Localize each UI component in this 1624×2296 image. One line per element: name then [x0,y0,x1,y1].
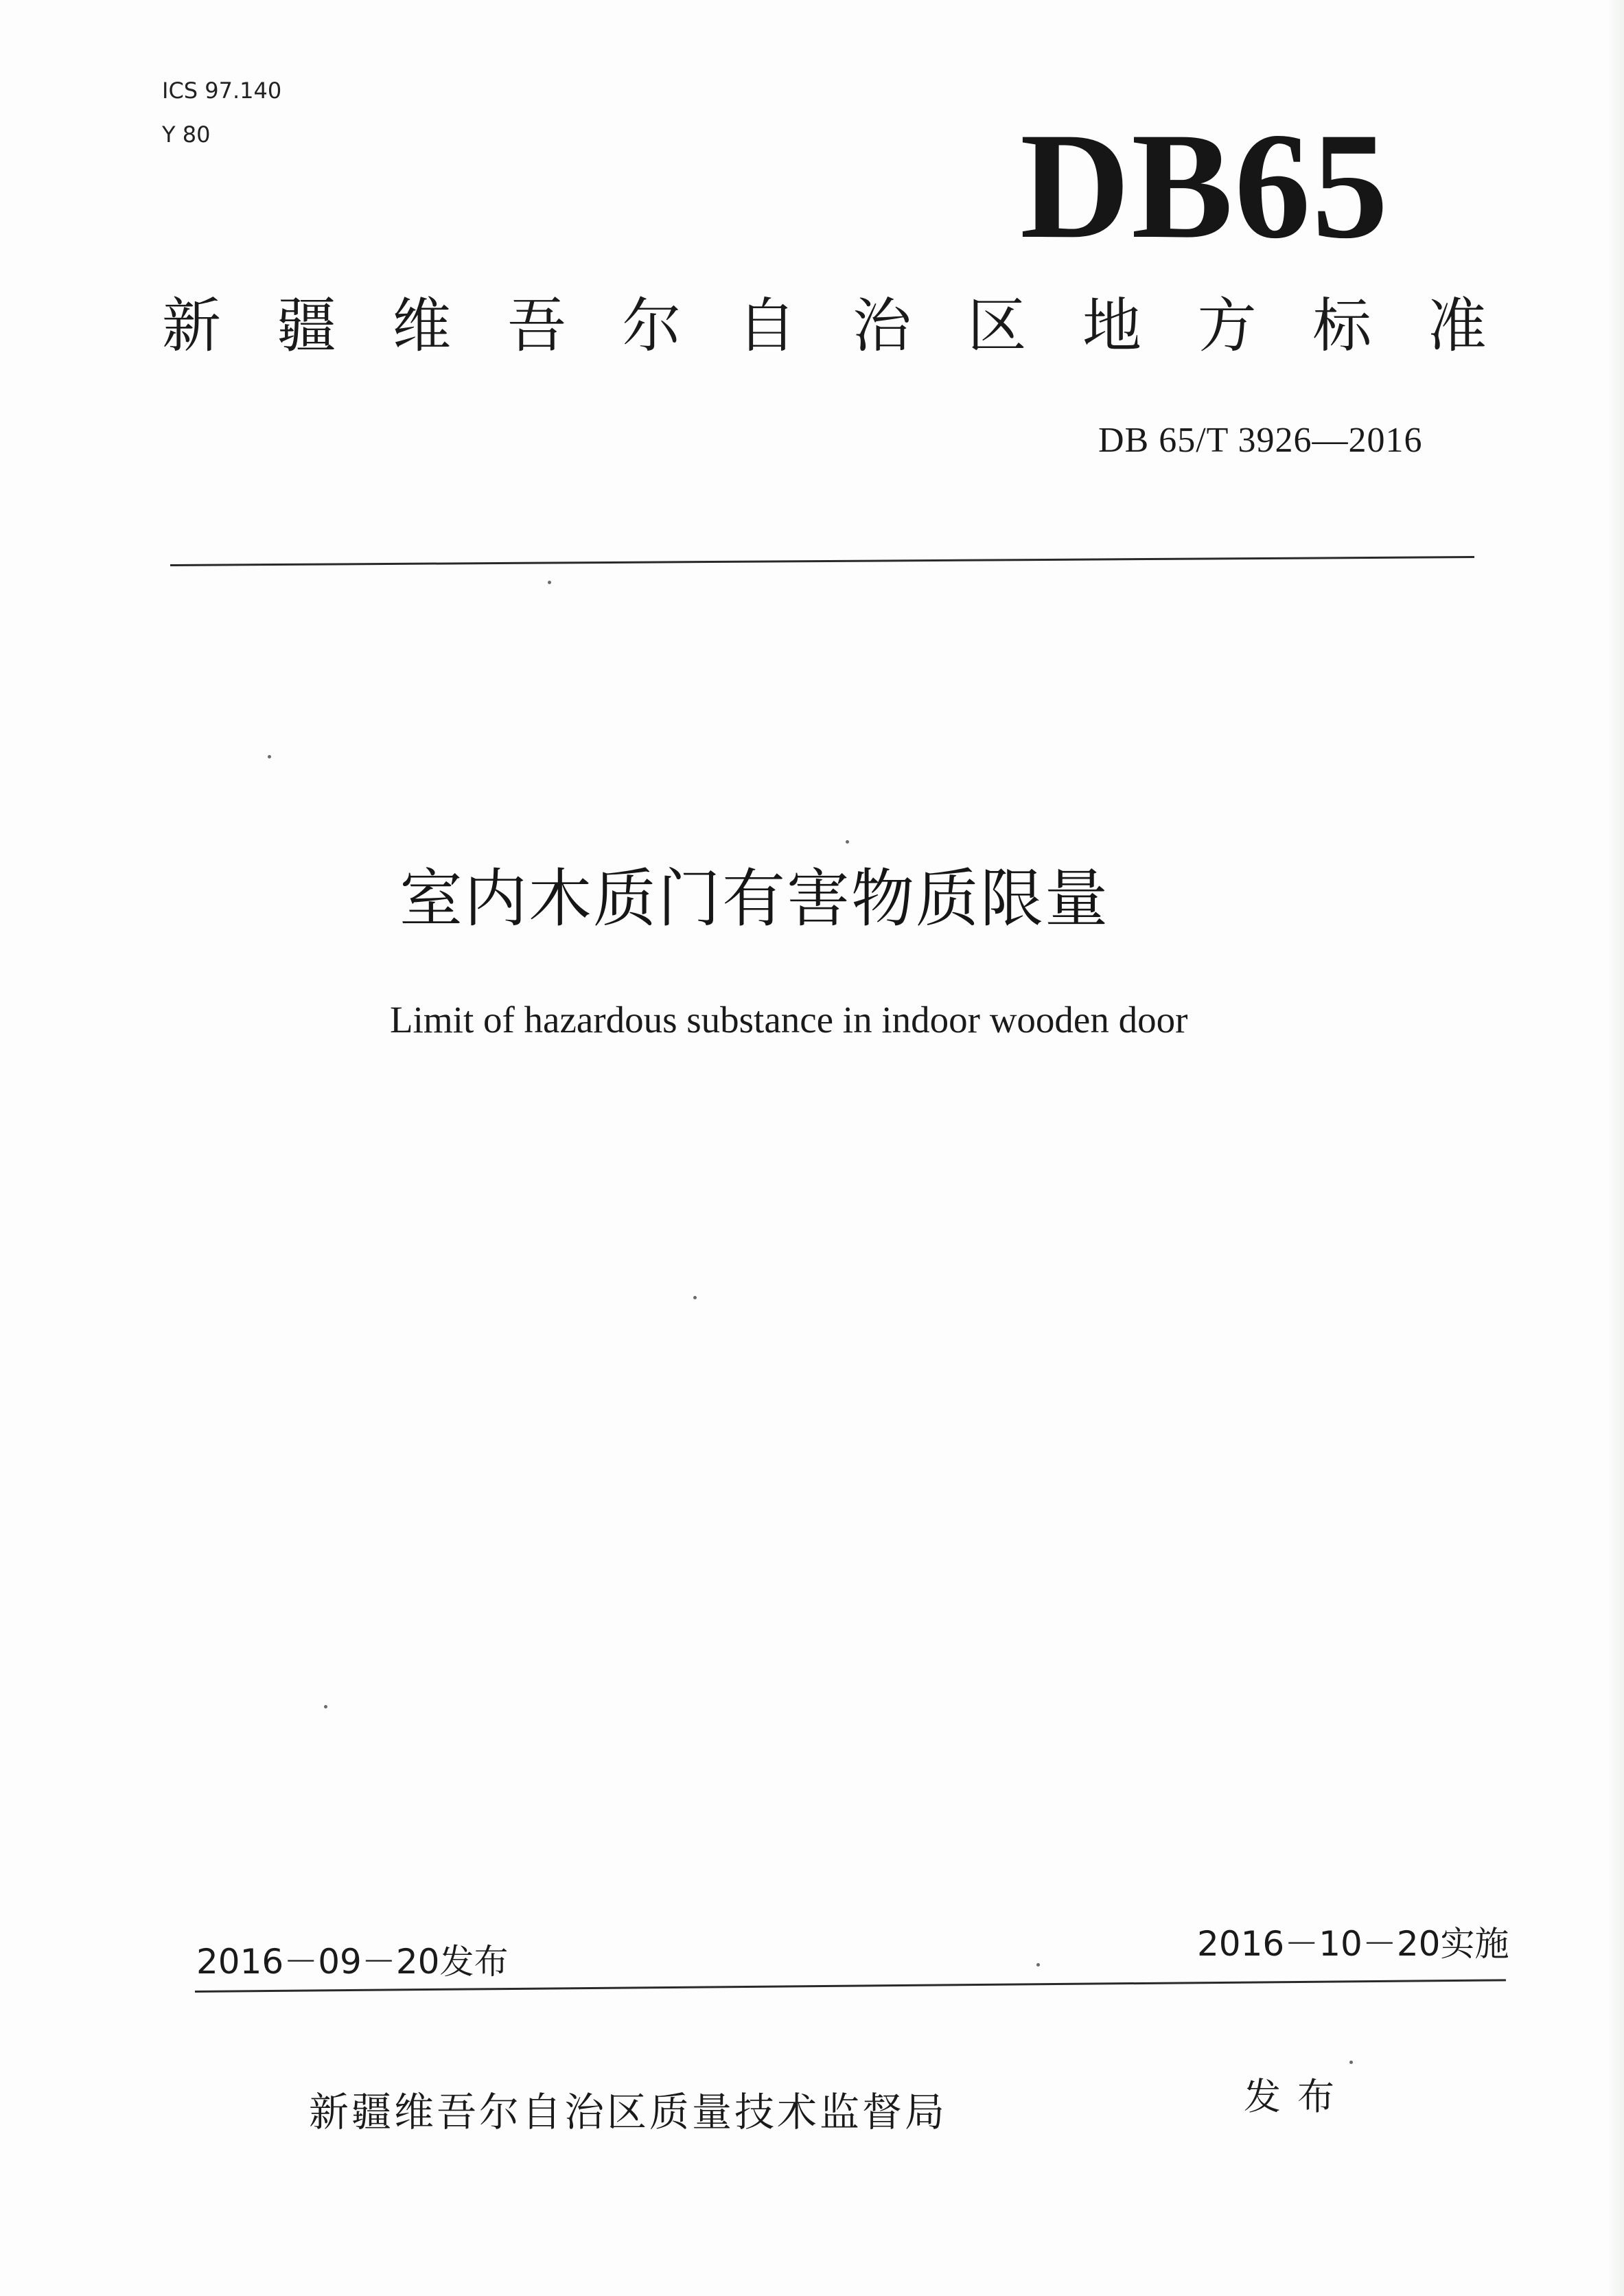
standard-type-char: 标 [1312,292,1372,360]
scan-speck [324,1705,327,1708]
issuing-action: 发布 [1244,2075,1351,2118]
scan-speck [1036,1963,1040,1967]
classification-codes [162,69,281,156]
standard-type-char: 疆 [277,292,336,360]
standard-type-char: 新 [162,292,221,360]
document-title-cn: 室内木质门有害物质限量 [399,862,1110,936]
scan-speck [693,1296,697,1299]
standard-type-heading [162,288,1487,364]
scan-speck [846,840,849,844]
standard-code-mark: DB65 [1020,102,1390,270]
document-title-en: Limit of hazardous substance in indoor wooden door [390,999,1188,1041]
scan-speck [548,581,551,584]
effective-date: 2016－10－20实施 [1197,1924,1509,1964]
standard-type-char: 方 [1197,292,1257,360]
standard-type-char: 治 [852,292,912,360]
header-divider [170,556,1474,566]
standard-type-char: 自 [737,292,797,360]
standard-type-char: 地 [1082,292,1141,360]
standard-number: DB 65/T 3926—2016 [1098,421,1423,460]
standard-type-char: 区 [967,292,1027,360]
scan-edge-shadow [1609,0,1624,2296]
ics-code: ICS 97.140 [162,78,282,104]
issuing-authority: 新疆维吾尔自治区质量技术监督局 [309,2089,948,2135]
scan-speck [268,755,271,758]
standard-type-char: 尔 [622,292,682,360]
scan-speck [1349,2061,1353,2064]
ccs-code: Y 80 [162,121,211,148]
standard-type-char: 维 [392,292,452,360]
issue-date: 2016－09－20发布 [196,1942,509,1982]
standard-type-char: 吾 [507,292,566,360]
standard-type-char: 准 [1427,292,1487,360]
